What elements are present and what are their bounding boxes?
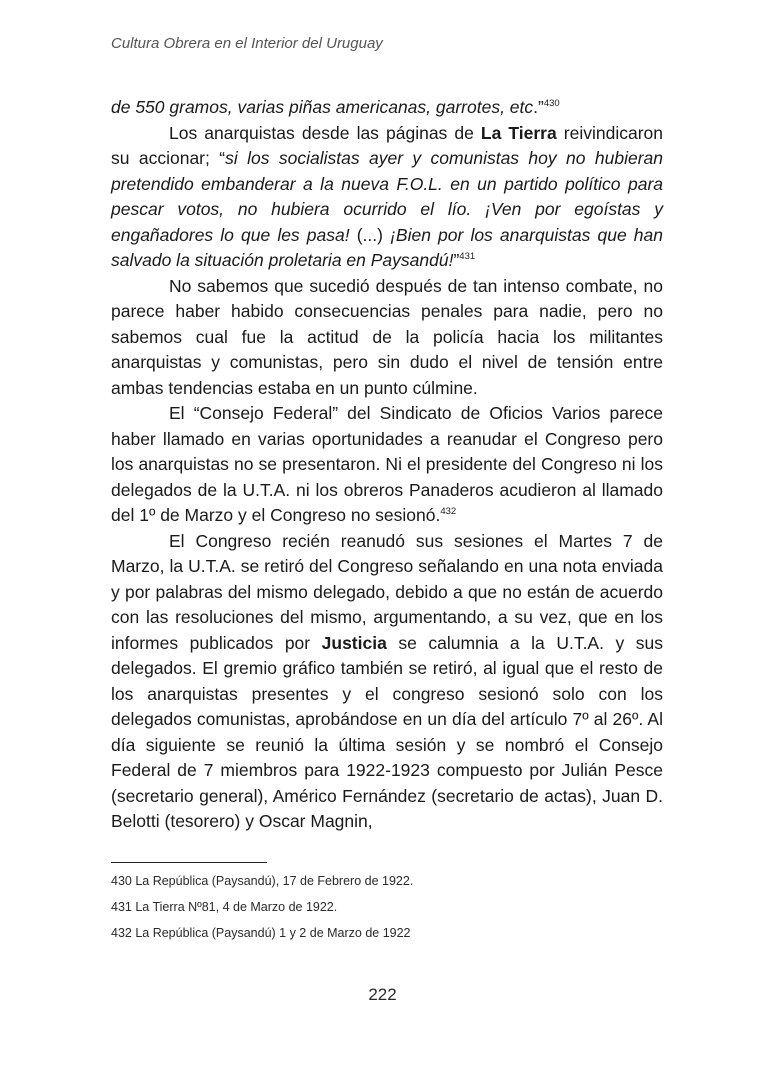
paragraph-quote-end <box>111 95 663 121</box>
footnote-431: 431 La Tierra Nº81, 4 de Marzo de 1922. <box>111 900 338 914</box>
text-run: El “Consejo Federal” del Sindicato de Oficios Varios parece haber llamado en varias oportunidades a reanudar el Congreso pero los anarquistas no se presentaron. Ni el presidente del Congreso ni los delegados de la U.T.A. ni los obreros Panaderos acudieron al llamado del 1º de Marzo y el Congreso no sesionó. <box>111 403 663 525</box>
paragraph-la-tierra <box>111 121 663 274</box>
paragraph-combate: No sabemos que sucedió después de tan intenso combate, no parece haber habido consecuencias penales para nadie, pero no sabemos cual fue la actitud de la policía hacia los militantes anarquistas y comunistas, pero sin dudo el nivel de tensión entre ambas tendencias estaba en un punto cúlmine. <box>111 275 663 398</box>
text-run: Los anarquistas desde las páginas de <box>169 122 481 143</box>
text-run: se calumnia a la U.T.A. y sus delegados. El gremio gráfico también se retiró, al igual que el resto de los anarquistas presentes y el congreso sesionó solo con los delegados comunistas, aprobándose en un día del artículo 7º al 26º. Al día siguiente se reunió la última sesión y se nombró el Consejo Federal de 7 miembros para 1922-1923 compuesto por Julián Pesce (secretario general), Américo Fernández (secretario de actas), Juan D. Belotti (tesorero) y Oscar Magnin, <box>111 632 663 831</box>
footnote-ref-432: 432 <box>440 506 457 518</box>
footnotes <box>111 868 663 946</box>
quote-italic: de 550 gramos, varias piñas americanas, garrotes, etc <box>111 97 534 117</box>
quote-close: .” <box>533 97 544 117</box>
quote-italic: ¡Bien por los anarquistas que han salvado la situación proletaria en Paysandú! <box>111 224 664 270</box>
footnote-ref-431: 431 <box>459 251 476 263</box>
footnote-430: 430 La República (Paysandú), 17 de Febrero de 1922. <box>111 874 414 888</box>
footnote-432: 432 La República (Paysandú) 1 y 2 de Marzo de 1922 <box>111 926 411 940</box>
periodical-justicia: Justicia <box>321 632 387 653</box>
text-run: ” <box>453 250 460 270</box>
main-text <box>111 95 663 835</box>
text-run: El Congreso recién reanudó sus sesiones el Martes 7 de Marzo, la U.T.A. se retiró del Congreso señalando en una nota enviada y por palabras del mismo delegado, debido a que no están de acuerdo con las resoluciones del mismo, argumentando, a su vez, que en los informes publicados por <box>111 530 663 653</box>
page-number: 222 <box>368 985 397 1004</box>
paragraph-congreso <box>111 529 663 835</box>
footnote-ref-430: 430 <box>543 98 560 110</box>
text-run: (...) <box>349 224 391 245</box>
paragraph-consejo-federal <box>111 401 663 529</box>
text-run: reivindicaron su accionar; “ <box>111 122 663 168</box>
periodical-la-tierra: La Tierra <box>480 122 557 143</box>
quote-italic: si los socialistas ayer y comunistas hoy no hubieran pretendido embanderar a la nueva F.O.L. en un partido político para pescar votos, no hubiera ocurrido el lío. ¡Ven por egoístas y engañadores lo que les pasa! <box>111 148 663 245</box>
footnote-divider <box>111 862 267 863</box>
running-header: Cultura Obrera en el Interior del Uruguay <box>111 35 383 52</box>
